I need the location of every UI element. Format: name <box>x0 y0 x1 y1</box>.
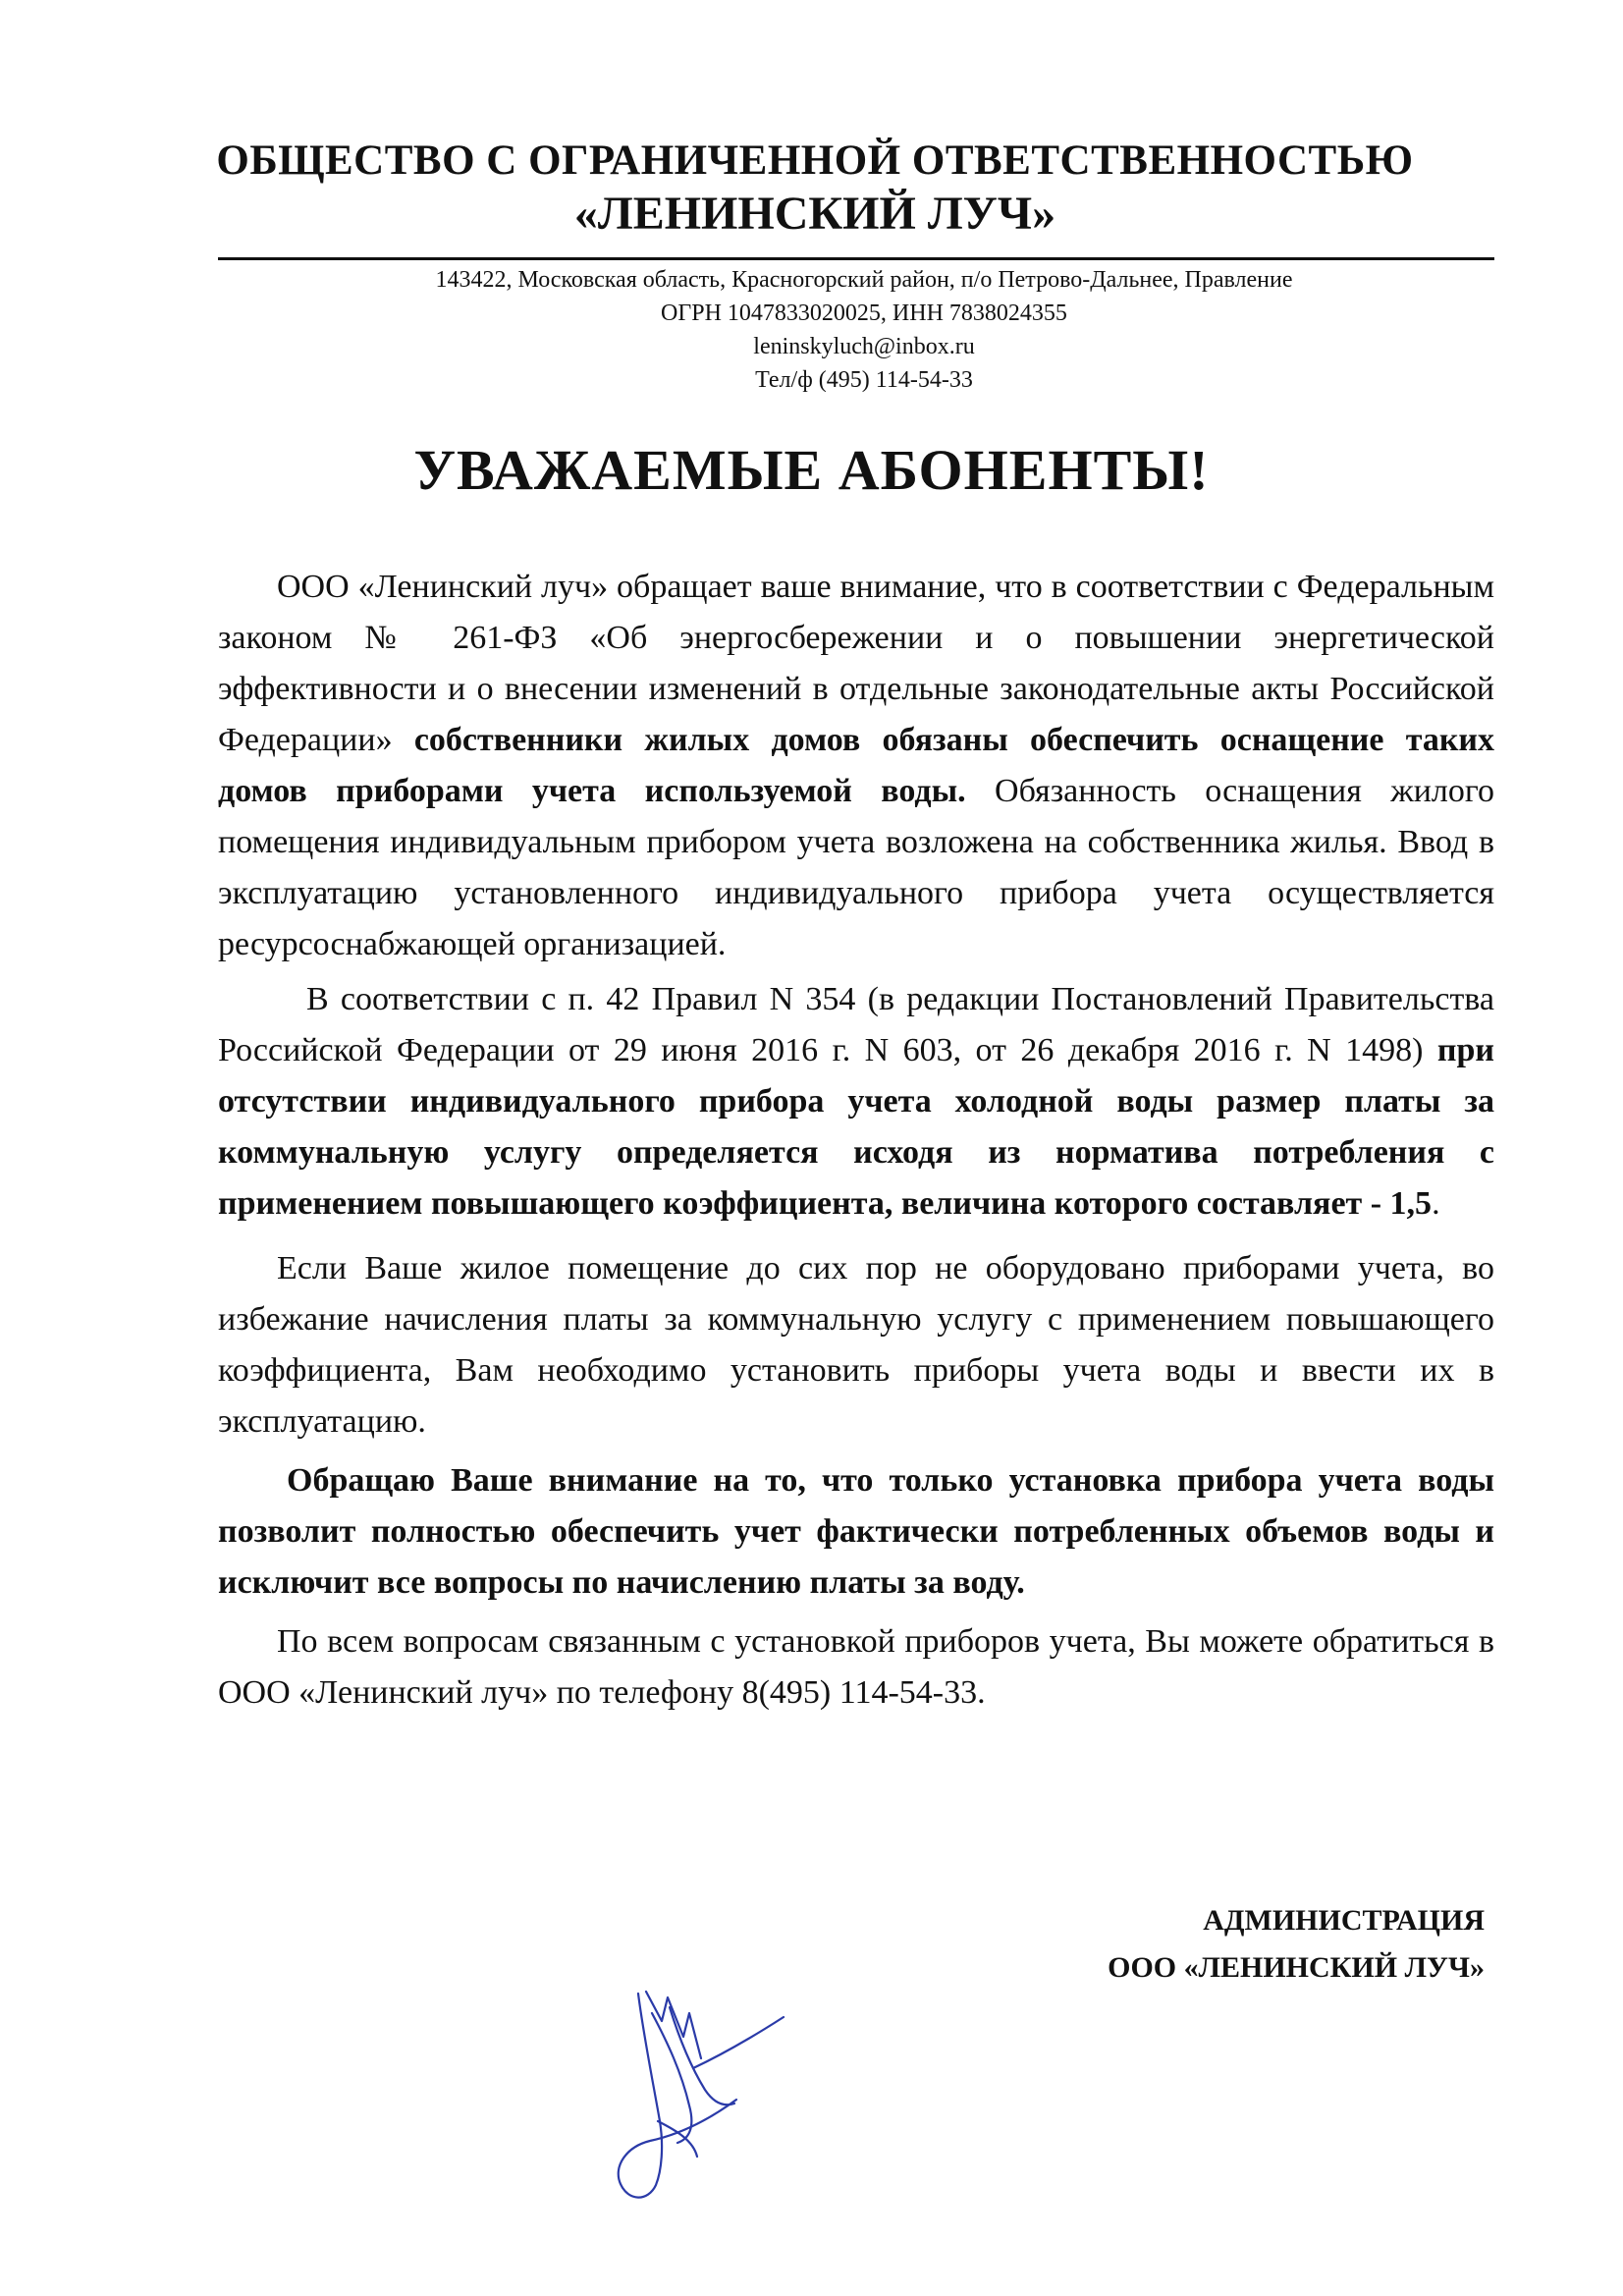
paragraph-4 <box>218 1455 1494 1609</box>
address: 143422, Московская область, Красногорский район, п/о Петрово-Дальнее, Правление <box>435 267 1293 293</box>
org-name: «ЛЕНИНСКИЙ ЛУЧ» <box>573 188 1056 240</box>
paragraph-2-bold: при отсутствии индивидуального прибора учета холодной воды размер платы за коммунальную услугу определяется исходя из норматива потребления с применением повышающего коэффициента, величина которого составляет - 1,5 <box>218 1032 1495 1222</box>
paragraph-1-text: ООО «Ленинский луч» обращает ваше внимание, что в соответствии с Федеральным законом № 261-ФЗ «Об энергосбережении и о повышении энергетической эффективности и о внесении изменений в отдельные законодательные акты Российской Федерации» <box>218 569 1494 758</box>
paragraph-2 <box>218 974 1494 1230</box>
paragraph-1-bold: собственники жилых домов обязаны обеспечить оснащение таких домов приборами учета используемой воды. <box>218 722 1495 809</box>
handwritten-signature <box>599 1974 795 2210</box>
registration-ids: ОГРН 1047833020025, ИНН 7838024355 <box>661 301 1067 326</box>
letter-body <box>218 562 1494 1719</box>
paragraph-2-text: В соответствии с п. 42 Правил N 354 (в редакции Постановлений Правительства Российской Федерации от 29 июня 2016 г. N 603, от 26 декабря 2016 г. N 1498) <box>218 981 1494 1068</box>
org-type: ОБЩЕСТВО С ОГРАНИЧЕННОЙ ОТВЕТСТВЕННОСТЬЮ <box>216 137 1414 184</box>
paragraph-2-end: . <box>1432 1185 1440 1222</box>
paragraph-3: Если Ваше жилое помещение до сих пор не оборудовано приборами учета, во избежание начисления платы за коммунальную услугу с применением повышающего коэффициента, Вам необходимо установить приборы учета воды и ввести их в эксплуатацию. <box>218 1250 1494 1440</box>
paragraph-1-tail: Обязанность оснащения жилого помещения индивидуальным прибором учета возложена на собственника жилья. Ввод в эксплуатацию установленного индивидуального прибора учета осуществляется ресурсоснабжающей организацией. <box>218 773 1494 962</box>
phone: Тел/ф (495) 114-54-33 <box>755 367 973 393</box>
contacts-block <box>295 263 1434 397</box>
letterhead <box>177 136 1453 242</box>
signature-line-1: АДМИНИСТРАЦИЯ <box>1203 1904 1485 1937</box>
letterhead-divider <box>218 257 1494 260</box>
signature-block <box>884 1897 1485 1992</box>
signature-line-2: ООО «ЛЕНИНСКИЙ ЛУЧ» <box>1108 1951 1485 1984</box>
document-title: УВАЖАЕМЫЕ АБОНЕНТЫ! <box>413 438 1210 502</box>
paragraph-4-bold: Обращаю Ваше внимание на то, что только установка прибора учета воды позволит полностью обеспечить учет фактически потребленных объемов воды и исключит все вопросы по начислению платы за воду. <box>218 1462 1494 1601</box>
paragraph-5: По всем вопросам связанным с установкой приборов учета, Вы можете обратиться в ООО «Ленинский луч» по телефону 8(495) 114-54-33. <box>218 1623 1494 1711</box>
email: leninskyluch@inbox.ru <box>753 334 975 359</box>
paragraph-1 <box>218 562 1494 970</box>
